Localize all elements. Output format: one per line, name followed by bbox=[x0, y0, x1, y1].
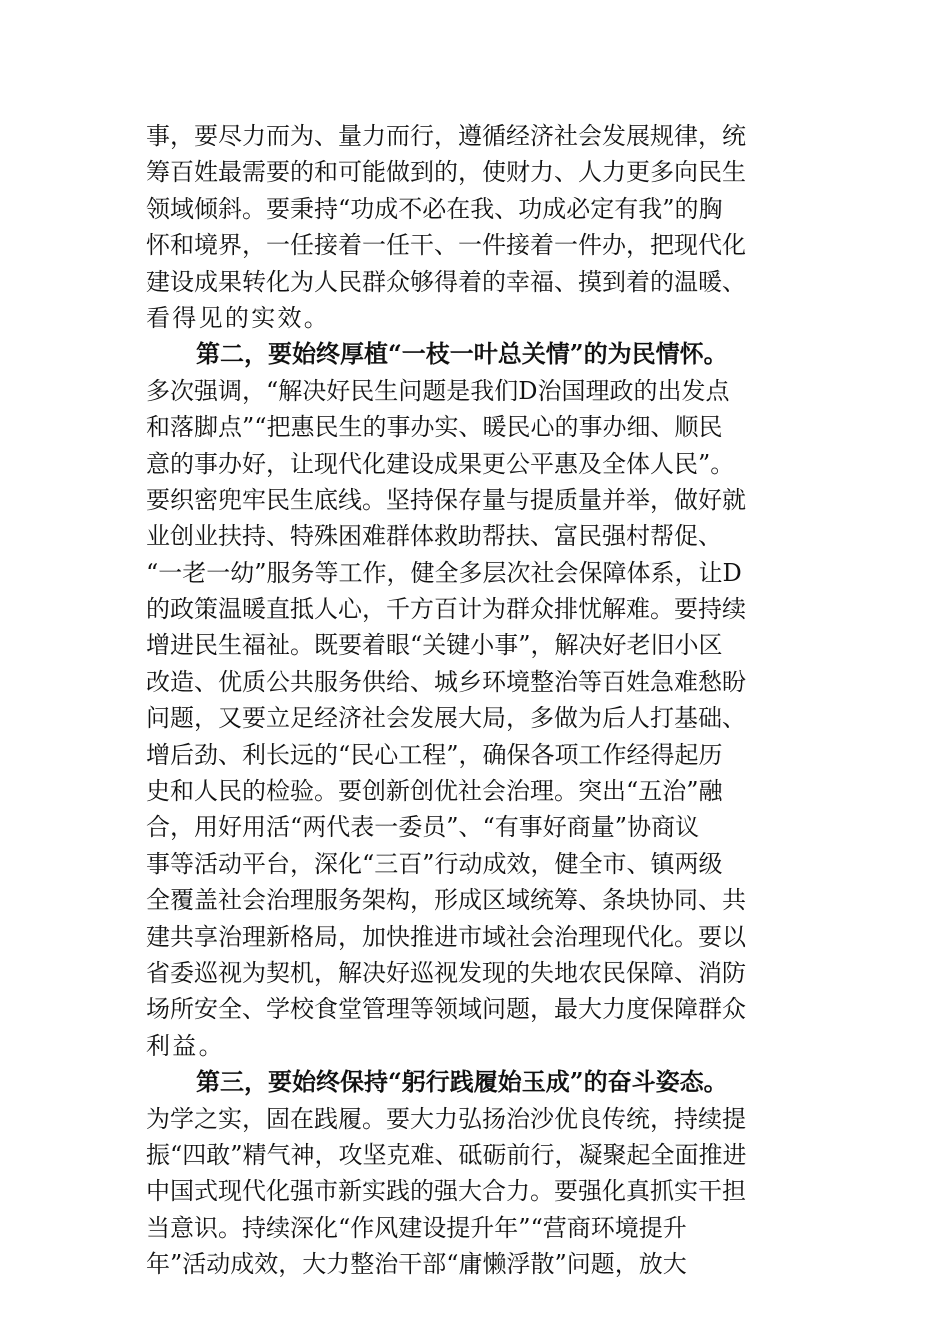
text-line: 中国式现代化强市新实践的强大合力。要强化真抓实干担 bbox=[146, 1177, 746, 1206]
text-line: 当意识。持续深化“作风建设提升年”“营商环境提升 bbox=[146, 1213, 687, 1242]
section-heading-line: 第二，要始终厚植“一枝一叶总关情”的为民情怀。 bbox=[196, 339, 728, 369]
text-line: 史和人民的检验。要创新创优社会治理。突出“五治”融 bbox=[146, 777, 723, 806]
text-line: 业创业扶持、特殊困难群体救助帮扶、富民强村帮促、 bbox=[146, 522, 722, 551]
text-line: 年”活动成效，大力整治干部“庸懒浮散”问题，放大 bbox=[146, 1250, 687, 1279]
text-line: 振“四敢”精气神，攻坚克难、砥砺前行，凝聚起全面推进 bbox=[146, 1140, 747, 1169]
text-line: 增后劲、利长远的“民心工程”，确保各项工作经得起历 bbox=[146, 740, 723, 769]
text-line: 场所安全、学校食堂管理等领域问题，最大力度保障群众 bbox=[146, 995, 746, 1024]
body-text bbox=[146, 118, 806, 1283]
text-line: 事，要尽力而为、量力而行，遵循经济社会发展规律，统 bbox=[146, 122, 746, 150]
text-line: 怀和境界，一任接着一任干、一件接着一件办，把现代化 bbox=[146, 231, 746, 260]
text-line: 利益。 bbox=[146, 1031, 225, 1060]
text-line: 增进民生福祉。既要着眼“关键小事”，解决好老旧小区 bbox=[146, 631, 723, 660]
text-line: 筹百姓最需要的和可能做到的，使财力、人力更多向民生 bbox=[146, 158, 746, 187]
text-line: 为学之实，固在践履。要大力弘扬治沙优良传统，持续提 bbox=[146, 1104, 746, 1133]
text-line: 看得见的实效。 bbox=[146, 303, 331, 332]
text-line: 事等活动平台，深化“三百”行动成效，健全市、镇两级 bbox=[146, 849, 723, 878]
text-line: 改造、优质公共服务供给、城乡环境整治等百姓急难愁盼 bbox=[146, 667, 746, 696]
section-heading-line: 第三，要始终保持“躬行践履始玉成”的奋斗姿态。 bbox=[196, 1067, 728, 1097]
text-line: “一老一幼”服务等工作，健全多层次社会保障体系，让D bbox=[146, 558, 742, 587]
text-line: 的政策温暖直抵人心，千方百计为群众排忧解难。要持续 bbox=[146, 595, 746, 624]
text-line: 建设成果转化为人民群众够得着的幸福、摸到着的温暖、 bbox=[146, 267, 746, 296]
text-line: 合，用好用活“两代表一委员”、“有事好商量”协商议 bbox=[146, 813, 700, 842]
text-line: 和落脚点”“把惠民生的事办实、暖民心的事办细、顺民 bbox=[146, 413, 723, 442]
text-line: 全覆盖社会治理服务架构，形成区域统筹、条块协同、共 bbox=[146, 886, 746, 915]
text-line: 问题，又要立足经济社会发展大局，多做为后人打基础、 bbox=[146, 704, 746, 733]
text-line: 建共享治理新格局，加快推进市域社会治理现代化。要以 bbox=[146, 922, 746, 951]
text-line: 领域倾斜。要秉持“功成不必在我、功成必定有我”的胸 bbox=[146, 194, 723, 223]
text-line: 省委巡视为契机，解决好巡视发现的失地农民保障、消防 bbox=[146, 958, 746, 987]
text-line: 要织密兜牢民生底线。坚持保存量与提质量并举，做好就 bbox=[146, 485, 746, 514]
text-line: 多次强调，“解决好民生问题是我们D治国理政的出发点 bbox=[146, 376, 730, 405]
text-line: 意的事办好，让现代化建设成果更公平惠及全体人民”。 bbox=[146, 449, 735, 478]
